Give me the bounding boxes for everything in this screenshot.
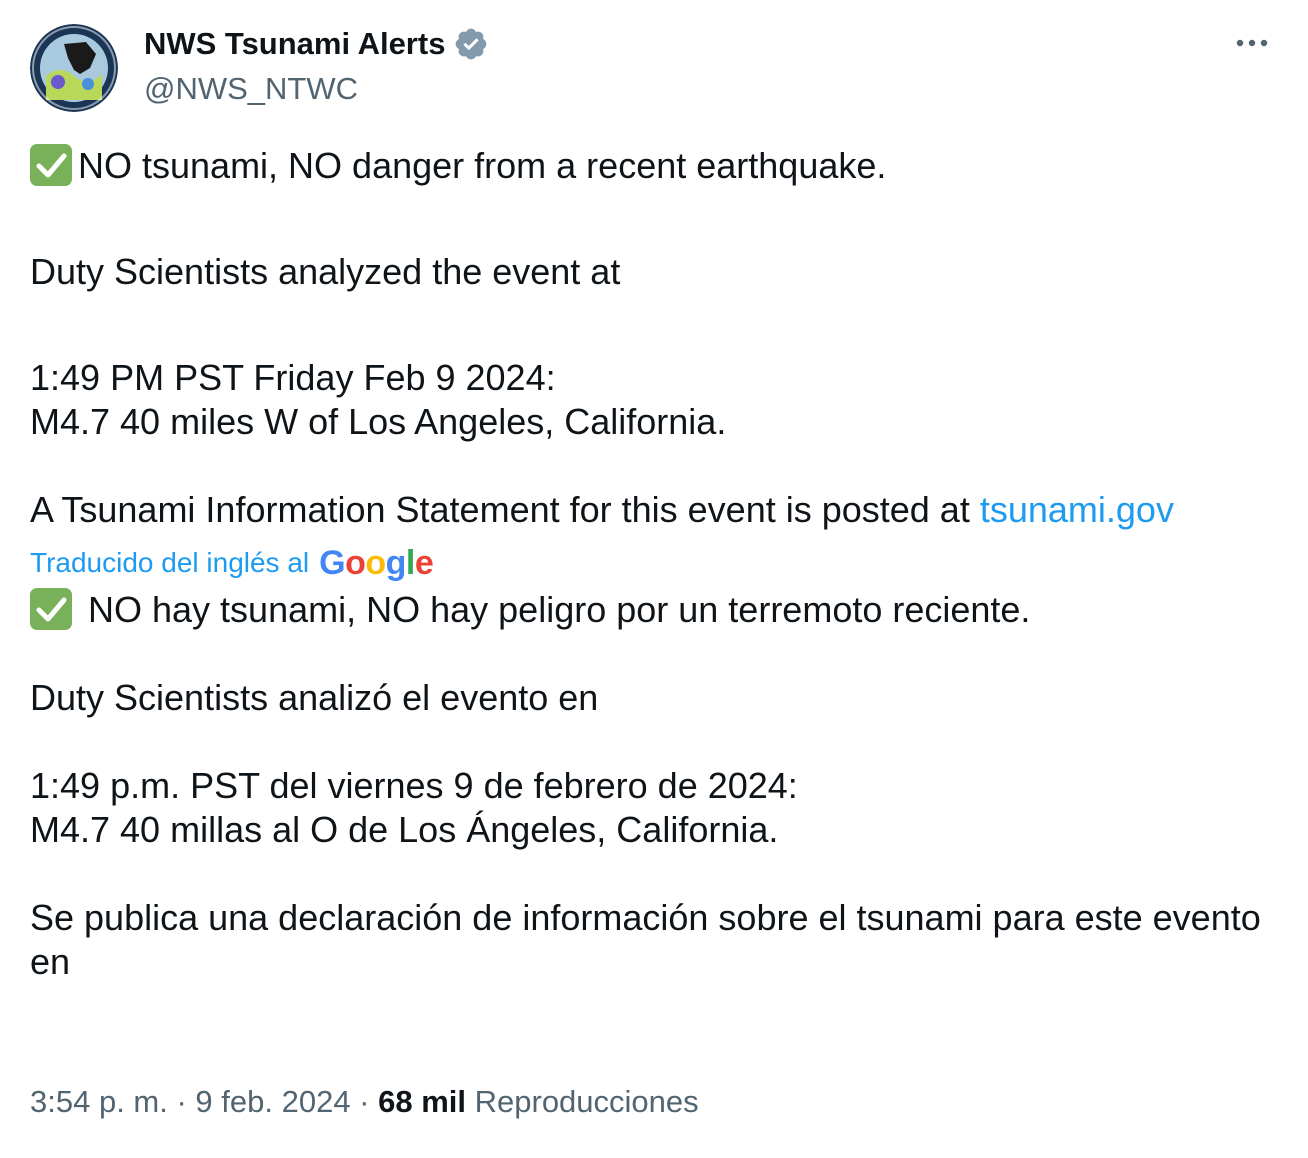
tweet-line-4: M4.7 40 miles W of Los Angeles, California. — [30, 401, 727, 442]
tweet-line-3: 1:49 PM PST Friday Feb 9 2024: — [30, 357, 556, 398]
translated-line-4: M4.7 40 millas al O de Los Ángeles, California. — [30, 809, 779, 850]
tweet-line-1-text: NO tsunami, NO danger from a recent earthquake. — [78, 145, 887, 186]
tweet-body — [30, 144, 1290, 984]
translated-line-1 — [30, 588, 1290, 632]
author-handle[interactable]: @NWS_NTWC — [144, 71, 359, 106]
translated-line-1-text: NO hay tsunami, NO hay peligro por un terremoto reciente. — [78, 589, 1031, 630]
footer-separator: · — [167, 1084, 196, 1119]
author-display-name[interactable]: NWS Tsunami Alerts — [144, 26, 446, 61]
tweet-line-1 — [30, 144, 1290, 188]
tweet-date[interactable]: 9 feb. 2024 — [195, 1084, 351, 1119]
tsunami-gov-link[interactable]: tsunami.gov — [979, 489, 1174, 530]
translated-line-3: 1:49 p.m. PST del viernes 9 de febrero de 2024: — [30, 765, 798, 806]
footer-separator: · — [350, 1084, 379, 1119]
google-logo: Google — [319, 544, 434, 582]
check-mark-icon — [30, 588, 72, 630]
tweet-time[interactable]: 3:54 p. m. — [30, 1084, 168, 1119]
tweet-footer — [30, 1082, 699, 1122]
views-count[interactable]: 68 mil — [378, 1084, 467, 1119]
tweet-line-2: Duty Scientists analyzed the event at — [30, 251, 621, 292]
more-options-icon[interactable] — [1232, 28, 1272, 58]
translated-line-2: Duty Scientists analizó el evento en — [30, 677, 599, 718]
views-label: Reproducciones — [466, 1084, 699, 1119]
tweet-line-5 — [30, 488, 1290, 532]
verified-badge-icon — [453, 26, 489, 62]
check-mark-icon — [30, 144, 72, 186]
translation-attribution[interactable] — [30, 540, 1290, 586]
tweet-header — [0, 0, 1308, 120]
translated-line-5: Se publica una declaración de información sobre el tsunami para este evento en — [30, 897, 1271, 982]
tsunami-center-logo-icon — [30, 24, 118, 112]
avatar[interactable] — [30, 24, 118, 112]
tweet-line-5-text: A Tsunami Information Statement for this event is posted at — [30, 489, 980, 530]
translation-label: Traducido del inglés al — [30, 547, 310, 578]
